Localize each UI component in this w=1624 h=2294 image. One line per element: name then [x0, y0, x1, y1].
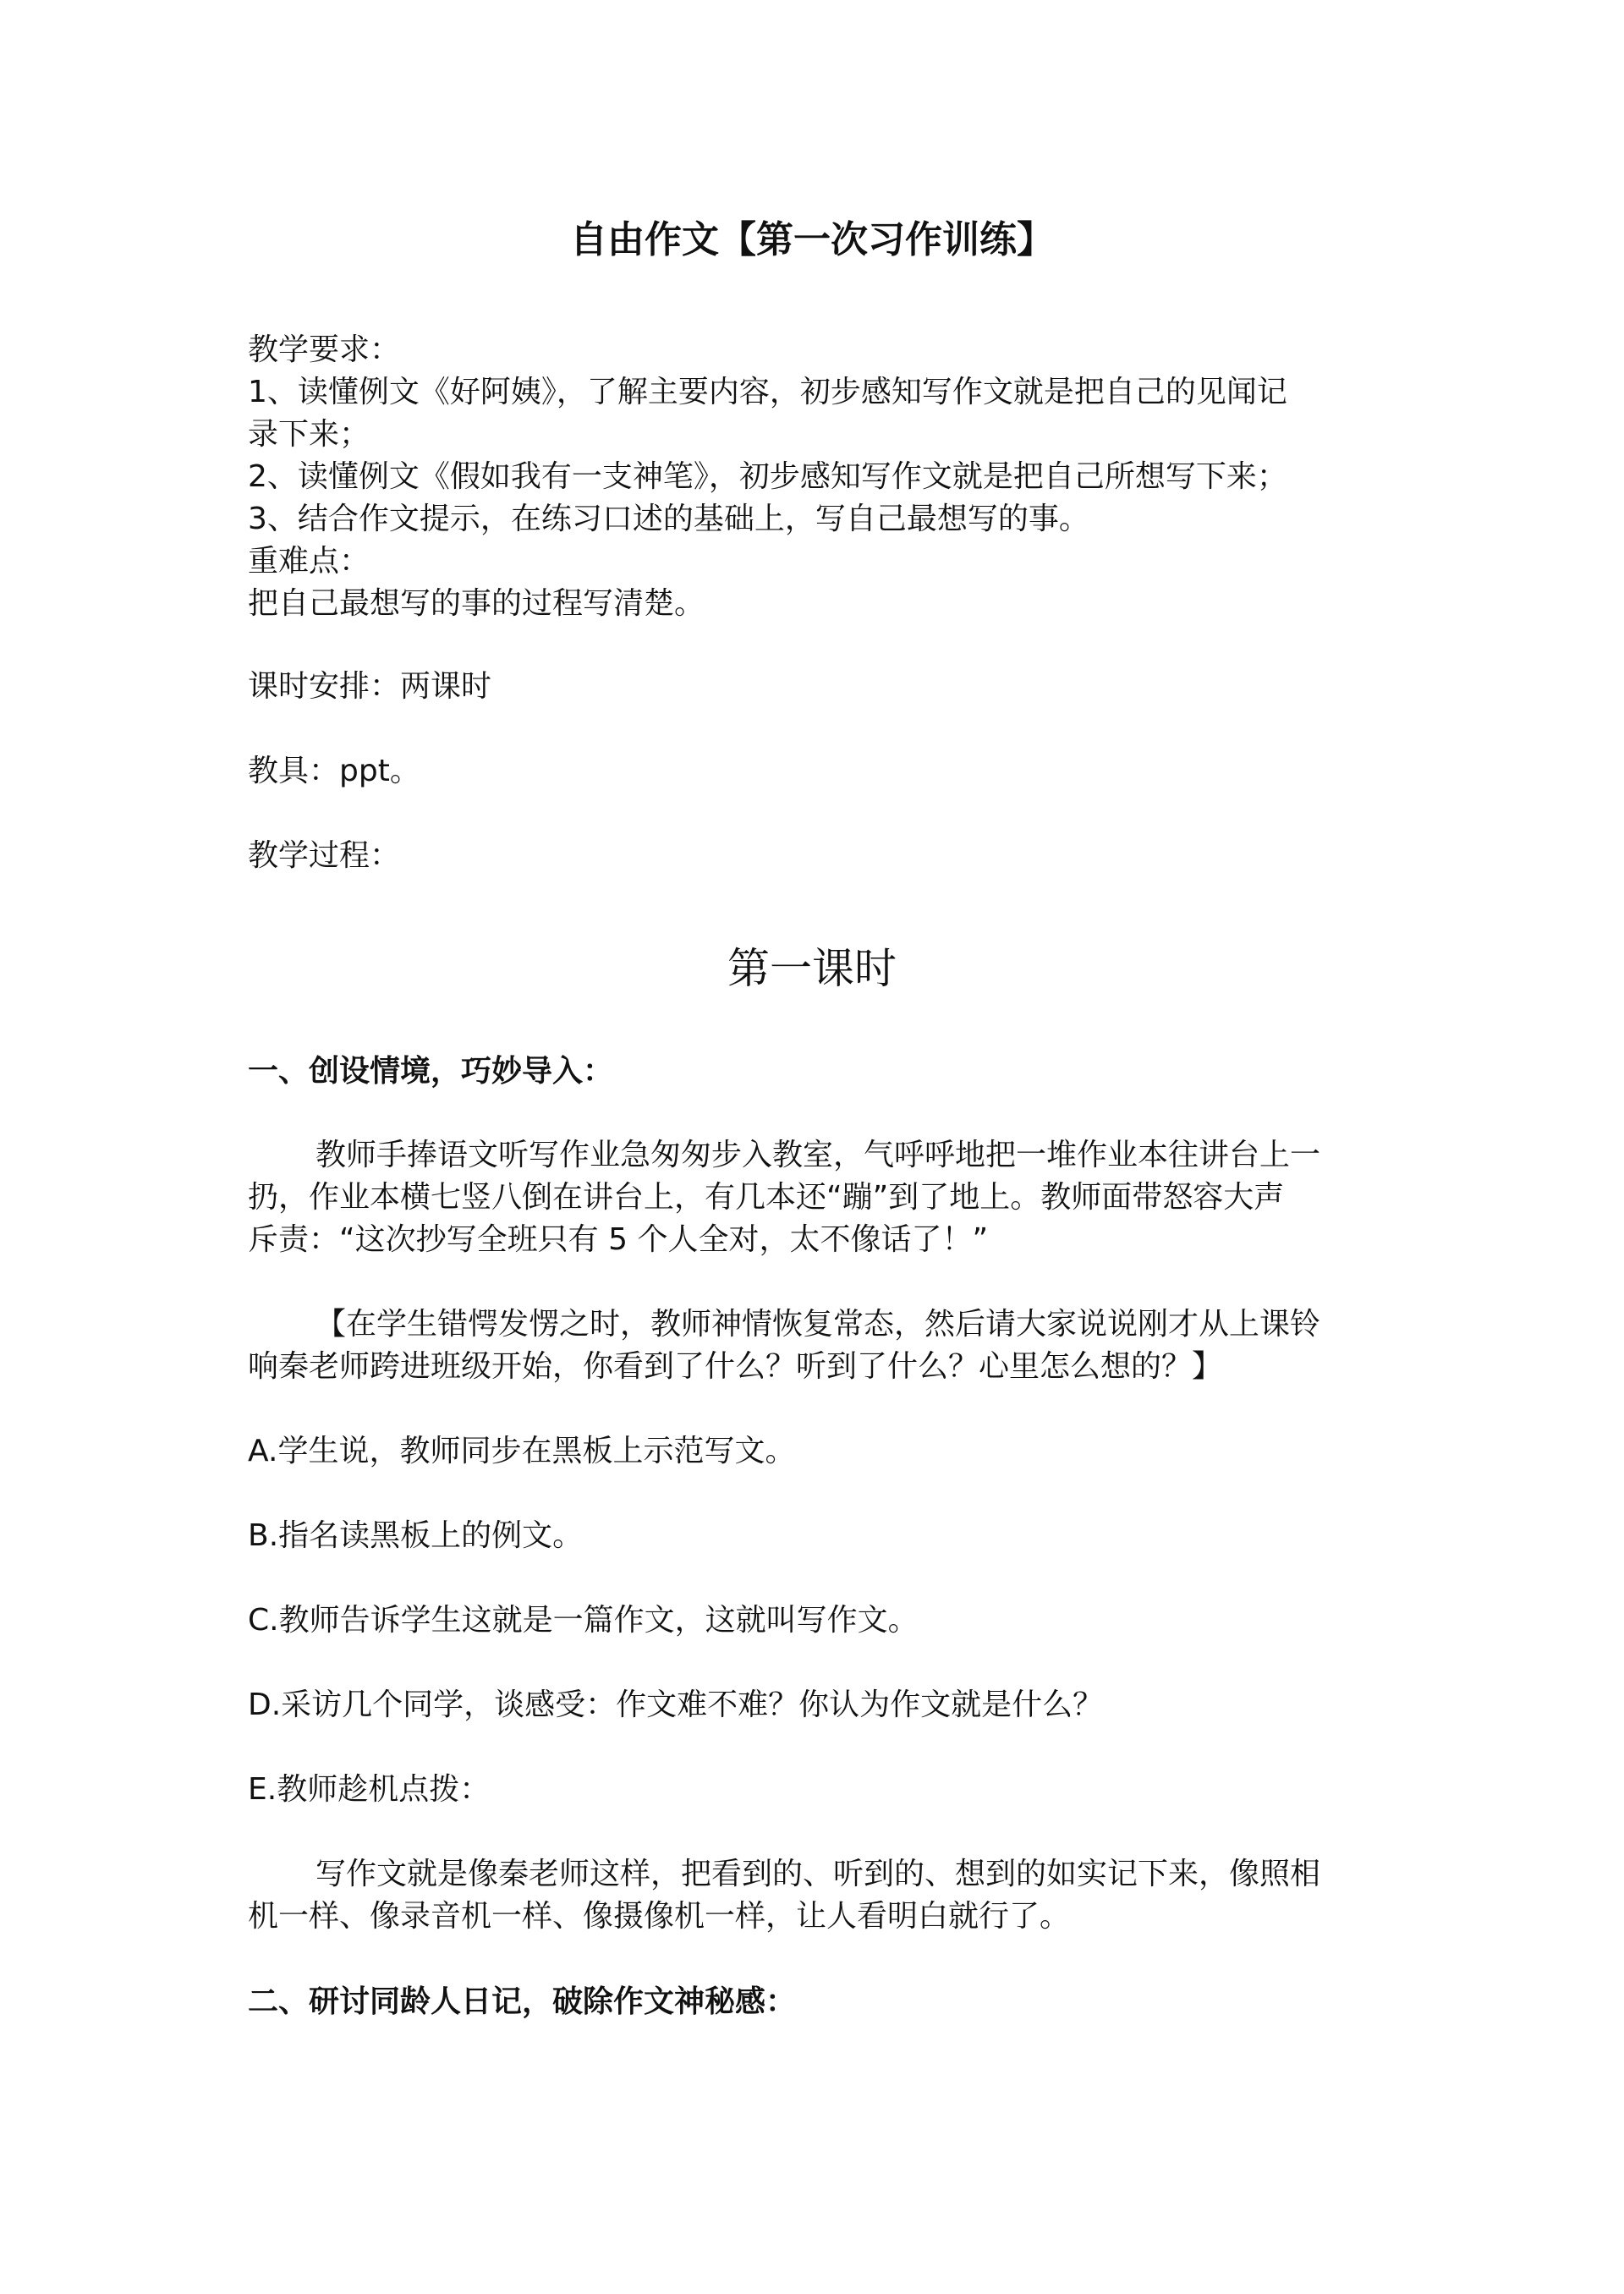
note-paragraph-line: 【在学生错愕发愣之时，教师神情恢复常态，然后请大家说说刚才从上课铃	[315, 1307, 1321, 1342]
requirement-item: 1、读懂例文《好阿姨》，了解主要内容，初步感知写作文就是把自己的见闻记	[248, 375, 1287, 409]
step-item: C.教师告诉学生这就是一篇作文，这就叫写作文。	[248, 1603, 919, 1638]
story-paragraph-line: 扔，作业本横七竖八倒在讲台上，有几本还“蹦”到了地上。教师面带怒容大声	[248, 1180, 1285, 1215]
summary-paragraph-line: 机一样、像录音机一样、像摄像机一样，让人看明白就行了。	[248, 1899, 1071, 1934]
requirement-item: 2、读懂例文《假如我有一支神笔》，初步感知写作文就是把自己所想写下来；	[248, 459, 1287, 494]
schedule-line: 课时安排：两课时	[248, 669, 492, 704]
note-paragraph-line: 响秦老师跨进班级开始，你看到了什么？听到了什么？心里怎么想的？】	[248, 1349, 1223, 1384]
summary-paragraph-line: 写作文就是像秦老师这样，把看到的、听到的、想到的如实记下来，像照相	[315, 1857, 1321, 1891]
story-paragraph-line: 斥责：“这次抄写全班只有 5 个人全对，太不像话了！”	[248, 1222, 989, 1257]
document-title: 自由作文【第一次习作训练】	[570, 218, 1054, 261]
section-heading: 二、研讨同龄人日记，破除作文神秘感：	[248, 1984, 797, 2019]
tools-line: 教具：ppt。	[248, 754, 420, 788]
lesson-title: 第一课时	[727, 944, 897, 993]
key-points-heading: 重难点：	[248, 544, 370, 579]
step-item: E.教师趁机点拨：	[248, 1772, 491, 1807]
story-paragraph-line: 教师手捧语文听写作业急匆匆步入教室，气呼呼地把一堆作业本往讲台上一	[315, 1138, 1321, 1172]
step-item: A.学生说，教师同步在黑板上示范写文。	[248, 1434, 796, 1468]
process-heading: 教学过程：	[248, 838, 401, 873]
key-points-text: 把自己最想写的事的过程写清楚。	[248, 586, 705, 621]
step-item: D.采访几个同学，谈感受：作文难不难？你认为作文就是什么？	[248, 1688, 1104, 1722]
requirements-heading: 教学要求：	[248, 332, 401, 367]
step-item: B.指名读黑板上的例文。	[248, 1518, 584, 1553]
section-heading: 一、创设情境，巧妙导入：	[248, 1053, 614, 1089]
requirement-item: 录下来；	[248, 417, 370, 452]
requirement-item: 3、结合作文提示，在练习口述的基础上，写自己最想写的事。	[248, 502, 1089, 536]
